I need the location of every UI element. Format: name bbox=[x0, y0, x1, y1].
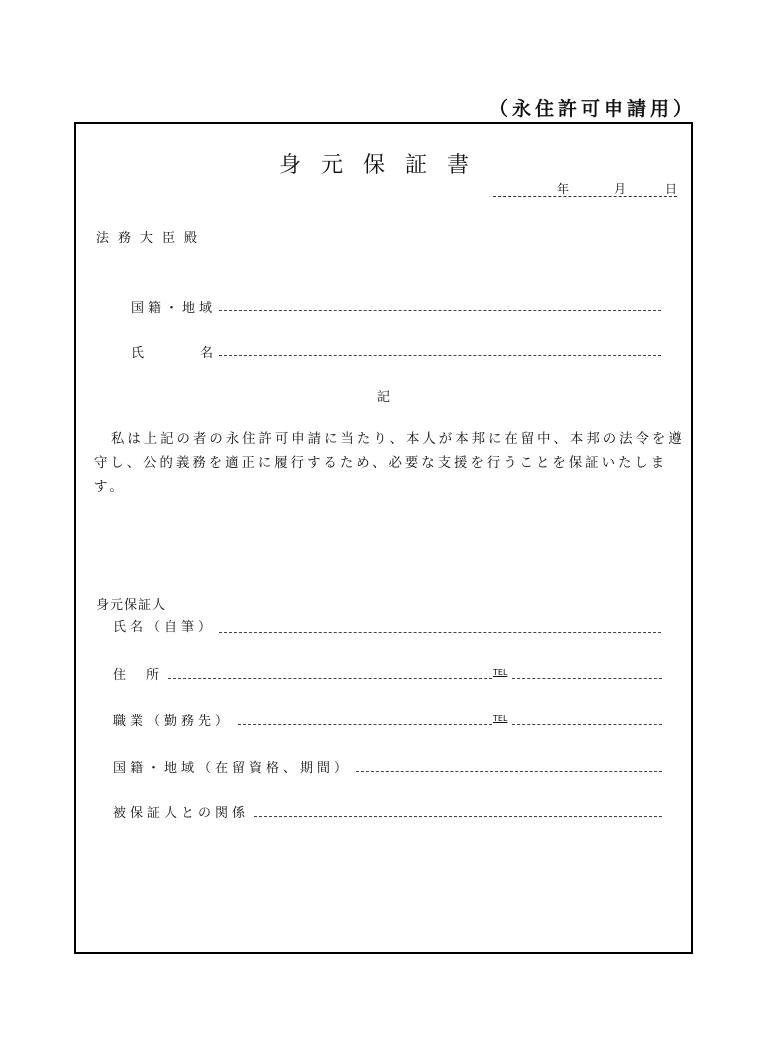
guarantor-occupation-label: 職業（勤務先） bbox=[113, 714, 233, 729]
form-frame bbox=[74, 122, 693, 954]
guarantor-relationship-field[interactable] bbox=[254, 816, 662, 817]
guarantor-heading: 身元保証人 bbox=[96, 598, 167, 613]
date-day-label: 日 bbox=[665, 182, 678, 196]
guarantor-occupation-tel-field[interactable] bbox=[512, 724, 662, 725]
document-title: 身元保証書 bbox=[278, 153, 489, 178]
guarantor-occupation-tel-label: TEL bbox=[493, 714, 508, 723]
guarantee-statement: 私は上記の者の永住許可申請に当たり、本人が本邦に在留中、本邦の法令を遵守し、公的義務を適正に履行するため、必要な支援を行うことを保証いたします。 bbox=[94, 432, 685, 495]
guarantor-nationality-field[interactable] bbox=[356, 771, 662, 772]
guarantor-address-label-second: 所 bbox=[146, 668, 164, 683]
guarantor-name-label: 氏名（自筆） bbox=[113, 620, 216, 635]
usage-label: （永住許可申請用） bbox=[488, 98, 696, 120]
subject-nationality-field[interactable] bbox=[219, 310, 661, 311]
date-month-label: 月 bbox=[614, 182, 627, 196]
guarantor-occupation-field[interactable] bbox=[238, 724, 492, 725]
guarantor-address-field[interactable] bbox=[168, 678, 492, 679]
guarantor-name-field[interactable] bbox=[219, 632, 661, 633]
subject-nationality-label: 国籍・地域 bbox=[131, 301, 217, 316]
subject-name-field[interactable] bbox=[219, 355, 661, 356]
guarantor-nationality-label: 国籍・地域（在留資格、期間） bbox=[113, 761, 352, 776]
guarantor-address-tel-label: TEL bbox=[493, 668, 508, 677]
ki-heading: 記 bbox=[377, 390, 395, 405]
guarantor-address-label-first: 住 bbox=[113, 668, 131, 683]
addressee: 法務大臣殿 bbox=[96, 231, 207, 246]
guarantor-relationship-label: 被保証人との関係 bbox=[113, 806, 250, 821]
date-field[interactable] bbox=[493, 178, 677, 197]
guarantor-address-tel-field[interactable] bbox=[512, 678, 662, 679]
subject-name-label-second: 名 bbox=[200, 346, 218, 361]
subject-name-label-first: 氏 bbox=[131, 346, 149, 361]
date-year-label: 年 bbox=[557, 182, 570, 196]
